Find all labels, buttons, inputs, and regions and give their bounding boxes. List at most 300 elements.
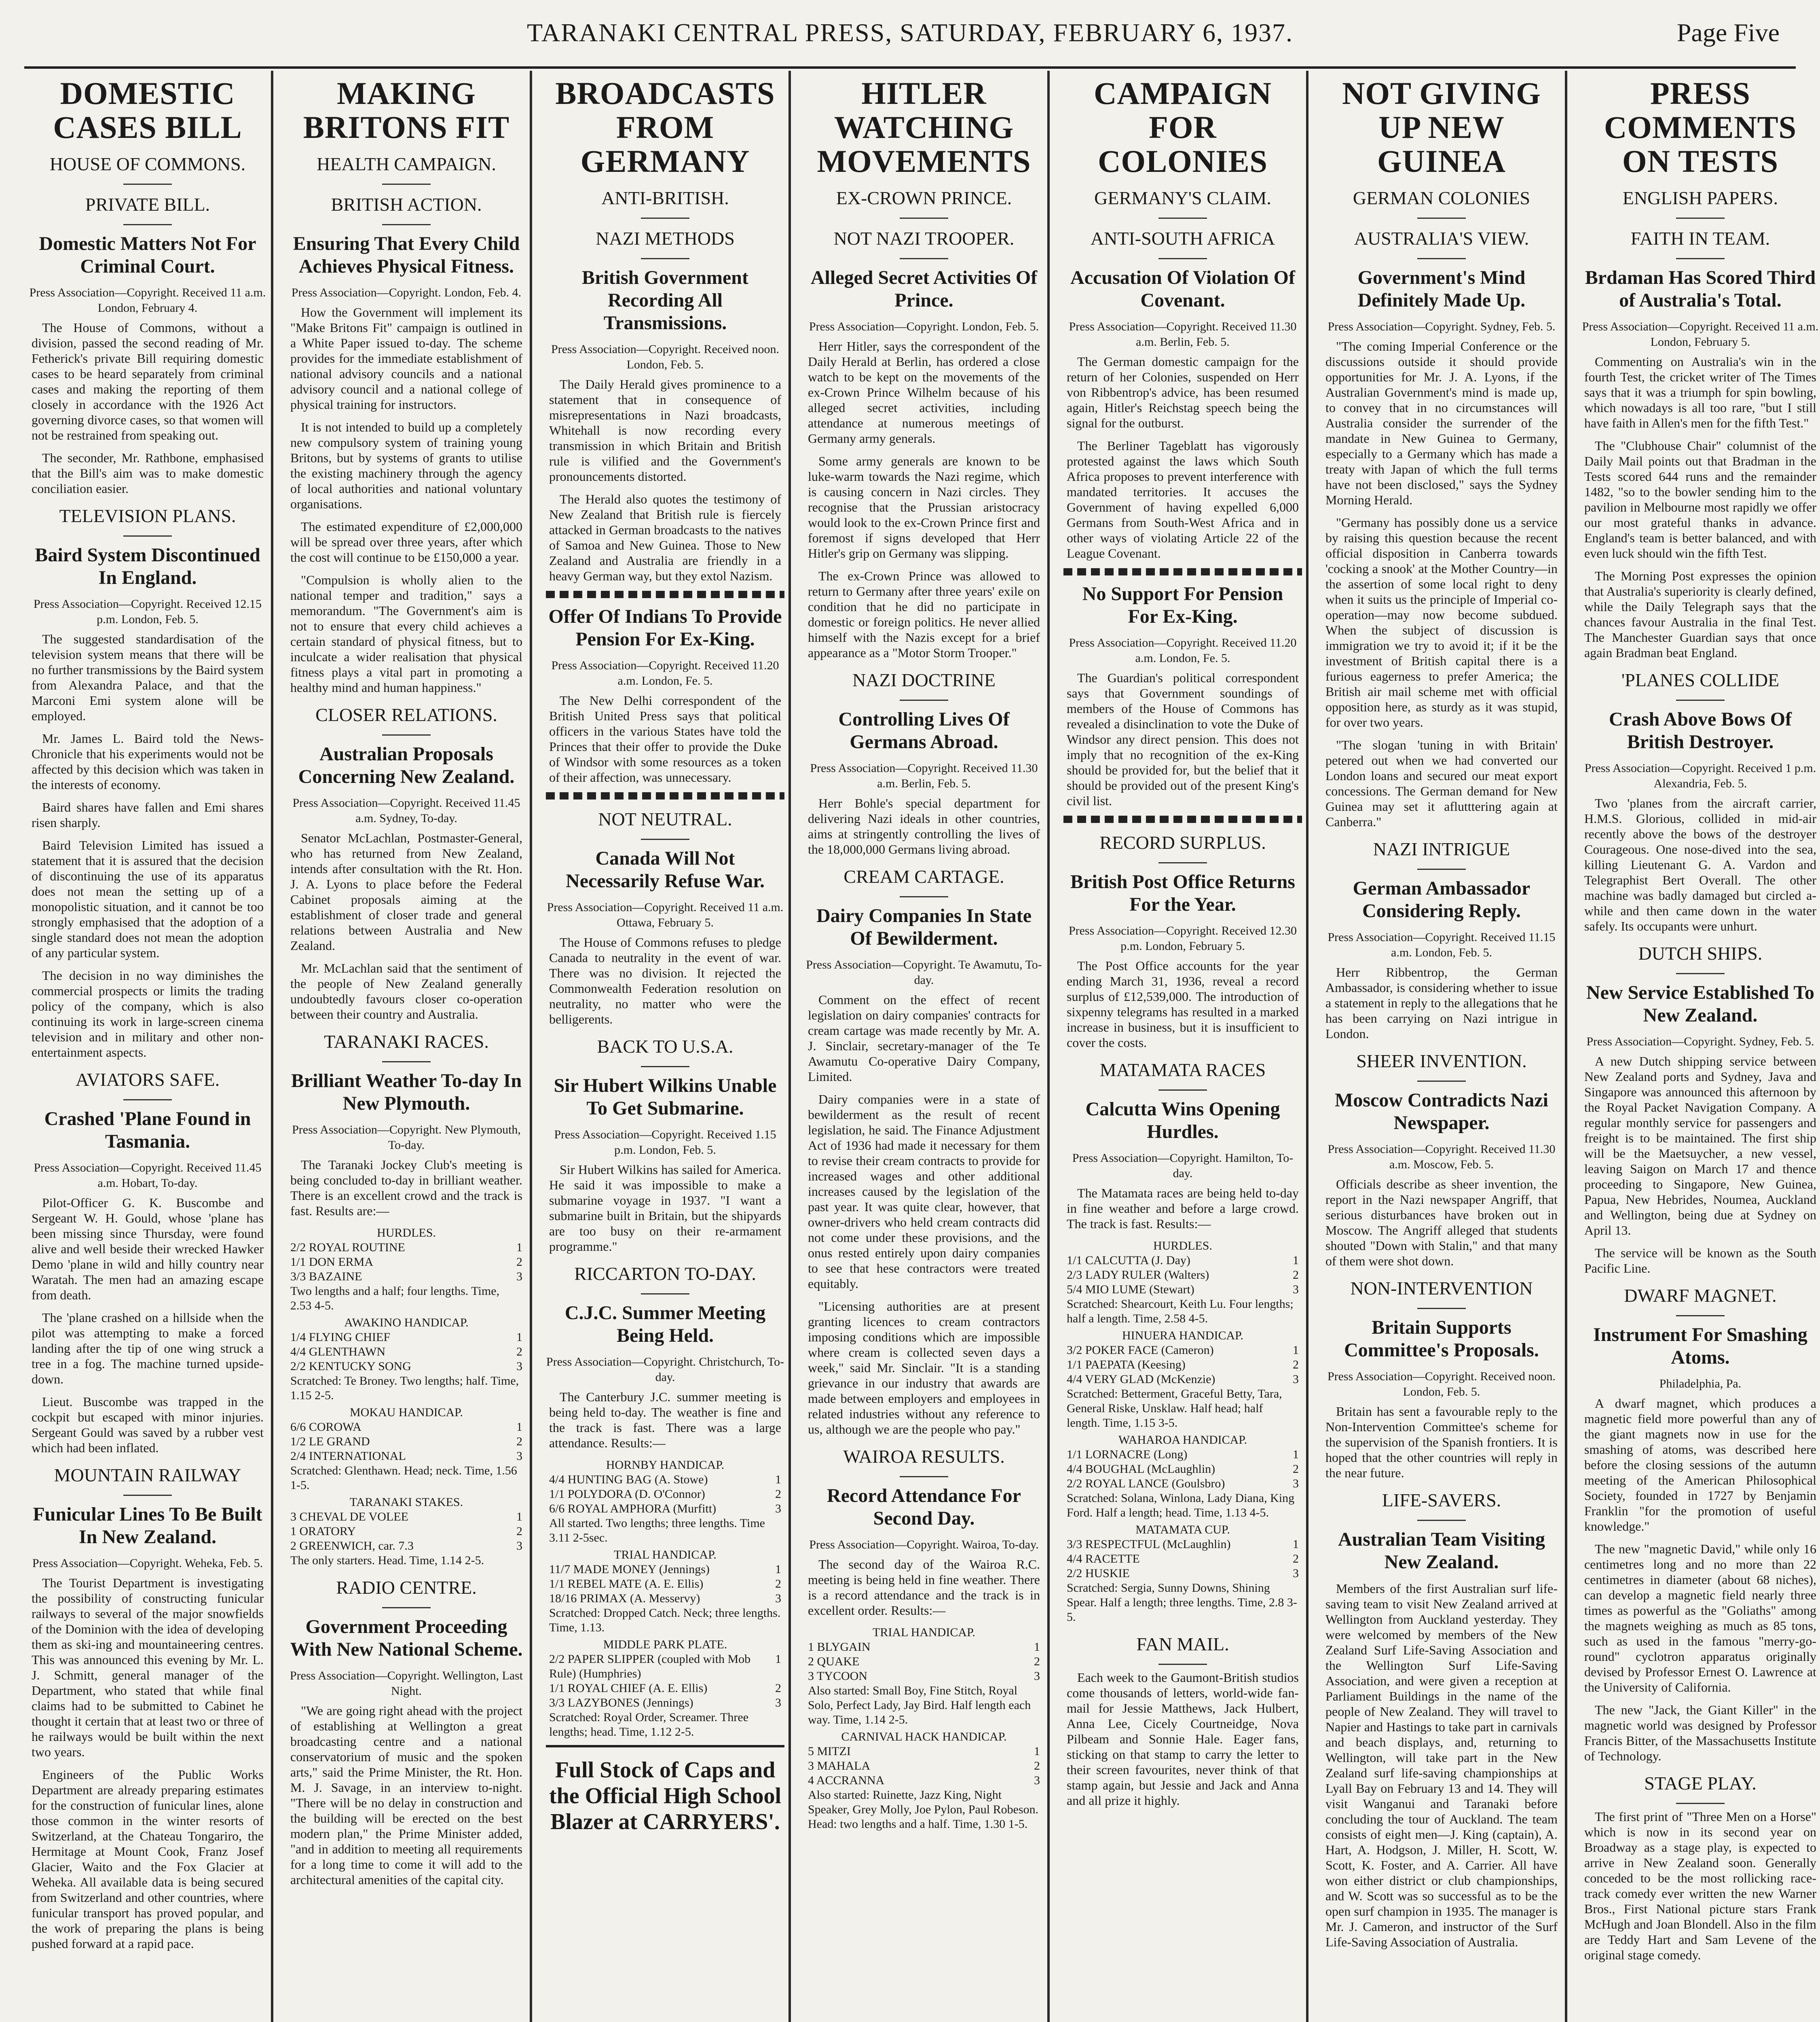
race-note: Scratched: Te Broney. Two lengths; half. Time, 1.15 2-5. (290, 1374, 519, 1402)
horse-name: 3/3 RESPECTFUL (McLaughlin) (1067, 1538, 1231, 1551)
short-rule (900, 1476, 948, 1477)
column-rule (1306, 71, 1308, 2022)
race-result (549, 1548, 781, 1635)
horse-name: 1/1 ROYAL CHIEF (A. E. Ellis) (549, 1681, 708, 1695)
article-paragraph: Two 'planes from the aircraft carrier, H.M.S. Glorious, collided in mid-air recently above the bows of the destroyer Courageous. One nose-dived into the sea, killing Lieutenant G. A. Vardon and Telegraphist Bert Overall. The other machine was badly damaged but circled a-while and then came down in the water safely. Its occupants were unhurt. (1584, 796, 1816, 933)
article-paragraph: Herr Hitler, says the correspondent of the Daily Herald at Berlin, has ordered a close watch to be kept on the movements of the ex-Crown Prince Wilhelm because of his alleged secret activities, including attendance at numerous meetings of Germany army generals. (808, 339, 1040, 446)
article-paragraph: The first print of "Three Men on a Horse" which is now in its second year on Broadway as a stage play, is expected to arrive in New Zealand soon. Generally conceded to be the most rollicking race-track comedy ever written the new Warner Bros., First National picture stars Frank McHugh and Joan Blondell. Also in the film are Teddy Hart and Sam Levene of the original stage comedy. (1584, 1809, 1816, 1962)
section-heading: HEALTH CAMPAIGN. (317, 154, 496, 174)
race-note: Two lengths and a half; four lengths. Time, 2.53 4-5. (290, 1284, 500, 1312)
article-paragraph: A dwarf magnet, which produces a magnetic field more powerful than any of the giant magnets now in use for the smashing of atoms, was described here before the closing sessions of the autumn meeting of the American Philosophical Society, founded in 1727 by Benjamin Franklin "for the promotion of useful knowledge." (1584, 1396, 1816, 1533)
placing: 1 (1034, 1745, 1040, 1758)
horse-name: 5 MITZI (808, 1745, 851, 1758)
section-heading: DUTCH SHIPS. (1638, 943, 1763, 964)
horse-name: 2 GREENWICH, car. 7.3 (290, 1539, 414, 1552)
dateline: Press Association—Copyright. Received 11 a.m. Ottawa, February 5. (547, 901, 784, 929)
article-paragraph: The "Clubhouse Chair" columnist of the Daily Mail points out that Bradman in the Tests scored 644 runs and the remainder 1482, "so to the bowler sending him to the pavilion in Melbourne most rapidly we offer our most grateful thanks in advance. England's team is better balanced, and with even luck should win the fifth Test. (1584, 438, 1816, 560)
dashed-divider (546, 792, 784, 799)
placing: 1 (516, 1330, 522, 1344)
placing: 2 (516, 1435, 522, 1448)
dateline: Press Association—Copyright. Received 1 p.m. Alexandria, Feb. 5. (1584, 761, 1816, 790)
race-entry (290, 1330, 522, 1345)
article-paragraph: The German domestic campaign for the return of her Colonies, suspended on Herr von Ribbentrop's advice, has been resumed again, Hitler's Reichstag speech being the signal for the outburst. (1067, 354, 1299, 430)
horse-name: 2/2 PAPER SLIPPER (coupled with Mob Rule) (Humphries) (549, 1652, 751, 1680)
dateline: Press Association—Copyright. Received 11 a.m. London, February 5. (1582, 320, 1819, 349)
article-paragraph: Herr Bohle's special department for delivering Nazi ideals in other countries, aims at stringently controlling the lives of the 18,000,000 Germans living abroad. (808, 796, 1040, 857)
race-title: MATAMATA CUP. (1135, 1523, 1230, 1536)
article-paragraph: The Canterbury J.C. summer meeting is being held to-day. The weather is fine and the track is fast. There was a large attendance. Results:— (549, 1390, 781, 1450)
race-title: HINUERA HANDICAP. (1122, 1329, 1243, 1342)
horse-name: 1 BLYGAIN (808, 1640, 871, 1654)
race-note: The only starters. Head. Time, 1.14 2-5. (290, 1554, 484, 1567)
article-subheading: Moscow Contradicts Nazi Newspaper. (1335, 1089, 1548, 1134)
section-heading: RADIO CENTRE. (336, 1577, 477, 1598)
article-paragraph: Mr. McLachlan said that the sentiment of the people of New Zealand generally undoubtedly favours closer co-operation between their country and Australia. (290, 961, 522, 1022)
race-title: HORNBY HANDICAP. (606, 1458, 725, 1472)
section-heading: TELEVISION PLANS. (59, 506, 236, 526)
article-subheading: Baird System Discontinued In England. (35, 544, 260, 588)
article-paragraph: Commenting on Australia's win in the fourth Test, the cricket writer of The Times says that it was a triumph for spin bowling, which nowadays is all too rare, "but I still have faith in Allen's men for the fifth Test." (1584, 354, 1816, 430)
race-result (808, 1625, 1040, 1727)
dateline: Press Association—Copyright. Received 11.30 a.m. Berlin, Feb. 5. (810, 761, 1038, 790)
dateline: Press Association—Copyright. Weheka, Feb. 5. (32, 1557, 263, 1570)
short-rule (900, 896, 948, 897)
section-heading: EX-CROWN PRINCE. (836, 188, 1012, 208)
placing: 3 (1034, 1774, 1040, 1787)
race-result (290, 1316, 522, 1403)
short-rule (1676, 700, 1725, 701)
column-headline: HITLER WATCHING MOVEMENTS (817, 76, 1031, 179)
column-rule (530, 71, 532, 2022)
placing: 3 (516, 1449, 522, 1463)
column-7 (1581, 71, 1820, 2022)
race-entry (549, 1591, 781, 1606)
placing: 1 (516, 1510, 522, 1523)
horse-name: 2/2 ROYAL LANCE (Goulsbro) (1067, 1477, 1225, 1490)
article-paragraph: Engineers of the Public Works Department are already preparing estimates for the construction of funicular lines, alone those common in the winter resorts of Switzerland, at the Chateau Tongariro, the Hermitage at Mount Cook, Franz Josef Glacier, Waito and the Fox Glacier at Weheka. All available data is being secured from Switzerland and other countries, where funicular transport has proved popular, and the work of preparing the plans is being pushed forward at a rapid pace. (32, 1767, 264, 1951)
dateline: Press Association—Copyright. Received 11.20 a.m. London, Fe. 5. (1069, 636, 1297, 665)
article-subheading: Alleged Secret Activities Of Prince. (810, 267, 1038, 311)
column-5 (1063, 71, 1302, 2022)
race-entry (549, 1577, 781, 1591)
race-entry (549, 1681, 781, 1696)
horse-name: 3 CHEVAL DE VOLEE (290, 1510, 408, 1523)
race-entry (290, 1359, 522, 1374)
race-entry (1067, 1268, 1299, 1282)
article-paragraph: Each week to the Gaumont-British studios come thousands of letters, world-wide fan-mail for Jessie Matthews, Jack Hulbert, Anna Lee, Cicely Courtneidge, Nova Pilbeam and Sonnie Hale. Eager fans, sticking on that stamp to carry the letter to their screen favourites, never think of that stamp again, but Jessie and Jack and Anna and all prize it highly. (1067, 1670, 1299, 1808)
race-note: Scratched: Sergia, Sunny Downs, Shining Spear. Half a length; three lengths. Time, 2.8 3-5. (1067, 1581, 1297, 1624)
section-heading: LIFE-SAVERS. (1382, 1490, 1501, 1510)
race-entry (549, 1487, 781, 1502)
race-entry (290, 1449, 522, 1464)
article-paragraph: Baird shares have fallen and Emi shares risen sharply. (32, 800, 264, 830)
horse-name: 11/7 MADE MONEY (Jennings) (549, 1563, 710, 1576)
section-heading: RICCARTON TO-DAY. (574, 1263, 756, 1284)
article-subheading: Brilliant Weather To-day In New Plymouth. (291, 1070, 522, 1114)
race-entry (549, 1562, 781, 1577)
article-paragraph: The House of Commons refuses to pledge Canada to neutrality in the event of war. There was no division. It rejected the Commonwealth Federation resolution on neutrality, no matter who were the belligerents. (549, 935, 781, 1026)
race-note: All started. Two lengths; three lengths. Time 3.11 2-5sec. (549, 1516, 765, 1544)
article-subheading: Australian Team Visiting New Zealand. (1338, 1529, 1545, 1573)
short-rule (1417, 218, 1466, 219)
article-paragraph: The suggested standardisation of the television system means that there will be no further transmissions by the Baird system from Alexandra Palace, and that the Marconi Emi system alone will be employed. (32, 632, 264, 723)
short-rule (1676, 1315, 1725, 1316)
article-paragraph: "The coming Imperial Conference or the discussions outside it should provide opportunities for Mr. J. A. Lyons, if the Australian Government's mind is made up, to convey that in no circumstances will Australia consider the surrender of the mandate in New Guinea to Germany, especially to a Germany which has made a treaty with Japan of which the full terms have not been disclosed," says the Sydney Morning Herald. (1325, 339, 1558, 507)
short-rule (1158, 1664, 1207, 1665)
section-heading: ANTI-BRITISH. (601, 188, 729, 208)
horse-name: 2/2 ROYAL ROUTINE (290, 1241, 405, 1254)
article-paragraph: The Herald also quotes the testimony of New Zealand that British rule is fiercely attacked in German broadcasts to the natives of Samoa and New Guinea. Those to New Zealand and Australia are friendly in a heavy German way, but they extol Nazism. (549, 492, 781, 583)
dateline: Press Association—Copyright. Received 12.30 p.m. London, February 5. (1068, 924, 1297, 953)
placing: 2 (516, 1525, 522, 1538)
masthead-title: TARANAKI CENTRAL PRESS, SATURDAY, FEBRUARY 6, 1937. (526, 18, 1294, 47)
placing: 3 (516, 1360, 522, 1373)
race-result (808, 1730, 1040, 1832)
article-paragraph: The Guardian's political correspondent says that Government soundings of members of the House of Commons has revealed a disinclination to vote the Duke of Windsor any direct pension. This does not imply that no recognition of the ex-King should be provided for, but the belief that it should be provided out of the present King's civil list. (1067, 670, 1299, 808)
article-paragraph: Baird Television Limited has issued a statement that it is assured that the decision of discontinuing the use of its apparatus does not mean the setting up of a monopolistic situation, and it cannot be too strongly emphasised that the adoption of a single standard does not mean the adoption of any particular system. (32, 838, 264, 960)
section-heading: TARANAKI RACES. (324, 1031, 489, 1052)
article-subheading: Dairy Companies In State Of Bewilderment. (816, 905, 1032, 949)
race-note: Also started: Ruinette, Jazz King, Night Speaker, Grey Molly, Joe Pylon, Paul Robeson. Head: two lengths and a half. Time, 1.30 1-5. (808, 1788, 1039, 1831)
placing: 2 (775, 1577, 781, 1591)
placing: 3 (775, 1696, 781, 1709)
race-entry (290, 1420, 522, 1434)
column-rule (788, 71, 791, 2022)
article-paragraph: The seconder, Mr. Rathbone, emphasised that the Bill's aim was to make domestic conciliation easier. (32, 451, 264, 496)
section-heading: MOUNTAIN RAILWAY (54, 1465, 241, 1485)
section-heading: ANTI-SOUTH AFRICA (1090, 228, 1275, 249)
horse-name: 3 MAHALA (808, 1759, 871, 1772)
article-subheading: Funicular Lines To Be Built In New Zealand. (33, 1504, 262, 1548)
race-entry (808, 1773, 1040, 1788)
section-heading: SHEER INVENTION. (1356, 1051, 1527, 1071)
race-title: HURDLES. (377, 1226, 436, 1239)
race-entry (1067, 1372, 1299, 1387)
dateline: Press Association—Copyright. Received 11.45 a.m. Sydney, To-day. (292, 796, 520, 825)
horse-name: 3/3 BAZAINE (290, 1270, 362, 1283)
article-paragraph: Sir Hubert Wilkins has sailed for America. He said it was impossible to make a submarine voyage in 1937. "I want a submarine built in Britain, but the shipyards are too busy on their re-armament programme." (549, 1162, 781, 1254)
short-rule (900, 700, 948, 701)
section-heading: GERMANY'S CLAIM. (1094, 188, 1271, 208)
race-title: AWAKINO HANDICAP. (344, 1316, 469, 1329)
race-entry (549, 1696, 781, 1710)
article-paragraph: Members of the first Australian surf life-saving team to visit New Zealand arrived at Wellington from Auckland yesterday. They were welcomed by members of the New Zealand Surf Life-Saving Association and the Wellington Surf Life-Saving Association, and were given a reception at Parliament Buildings in the name of the people of New Zealand. They will travel to Napier and Hastings to take part in carnivals and beach displays, and, returning to Wellington, will take part in the New Zealand surf life-saving championships at Lyall Bay on February 13 and 14. They will visit Wanganui and Taranaki before concluding the tour of Auckland. The team consists of eight men—J. King (captain), A. Hart, A. Hodgson, J. Miller, H. Scott, W. Scott, K. Foster, and A. Carrier. All have won either district or club championships, and W. Scott was so successful as to be the open surf champion in 1935. The manager is Mr. J. Cameron, and instructor of the Surf Life-Saving Association of Australia. (1325, 1581, 1558, 1949)
horse-name: 2/3 LADY RULER (Walters) (1067, 1268, 1209, 1282)
short-rule (641, 258, 689, 259)
article-subheading: Calcutta Wins Opening Hurdles. (1085, 1098, 1280, 1142)
race-entry (290, 1240, 522, 1255)
short-rule (1676, 1803, 1725, 1804)
placing: 3 (1293, 1477, 1299, 1490)
column-1 (28, 71, 267, 2022)
article-paragraph: The New Delhi correspondent of the British United Press says that political officers in the various States have told the Princes that their offer to provide the Duke of Windsor with some resources as a token of their affection, was unnecessary. (549, 693, 781, 785)
column-headline: BROADCASTS FROM GERMANY (555, 76, 775, 179)
column-2 (287, 71, 526, 2022)
placing: 2 (516, 1255, 522, 1269)
dateline: Press Association—Copyright. London, Feb. 5. (809, 320, 1039, 333)
placing: 2 (1293, 1552, 1299, 1565)
race-entry (290, 1510, 522, 1524)
article-paragraph: Senator McLachlan, Postmaster-General, who has returned from New Zealand, intends after consultation with the Rt. Hon. J. A. Lyons to place before the Federal Cabinet proposals aiming at the establishment of closer trade and general relations between Australia and New Zealand. (290, 831, 522, 953)
race-result (290, 1495, 522, 1568)
section-heading: CREAM CARTAGE. (843, 866, 1004, 887)
section-heading: MATAMATA RACES (1099, 1060, 1266, 1080)
race-entry (1067, 1447, 1299, 1462)
race-entry (1067, 1358, 1299, 1372)
article-subheading: British Government Recording All Transmissions. (582, 267, 748, 334)
short-rule (382, 1607, 431, 1608)
section-heading: PRIVATE BILL. (85, 194, 210, 215)
race-entry (290, 1539, 522, 1553)
horse-name: 4/4 HUNTING BAG (A. Stowe) (549, 1473, 708, 1486)
race-note: Scratched: Solana, Winlona, Lady Diana, King Ford. Half a length; head. Time, 1.13 4-5. (1067, 1491, 1295, 1519)
horse-name: 1/1 POLYDORA (D. O'Connor) (549, 1487, 705, 1501)
short-rule (641, 1066, 689, 1067)
race-title: MIDDLE PARK PLATE. (603, 1638, 727, 1651)
short-rule (1417, 1520, 1466, 1521)
short-rule (123, 535, 172, 537)
article-subheading: Australian Proposals Concerning New Zealand. (298, 743, 515, 787)
dateline: Press Association—Copyright. London, Feb. 4. (291, 286, 522, 299)
short-rule (641, 1293, 689, 1294)
dateline: Press Association—Copyright. Received 12.15 p.m. London, Feb. 5. (33, 597, 262, 626)
article-subheading: Offer Of Indians To Provide Pension For Ex-King. (548, 606, 782, 650)
race-entry (290, 1269, 522, 1284)
article-paragraph: The Daily Herald gives prominence to a statement that in consequence of misrepresentations in Nazi broadcasts, Whitehall is now recording every transmission in which Britain and British rule is vilified and the Government's pronouncements distorted. (549, 377, 781, 484)
short-rule (1158, 1089, 1207, 1091)
placing: 2 (775, 1487, 781, 1501)
article-paragraph: Some army generals are known to be luke-warm towards the Nazi regime, which is causing concern in Nazi circles. They recognise that the Prussian aristocracy would look to the ex-Crown Prince first and foremost if signs developed that Herr Hitler's grip on Germany was slipping. (808, 454, 1040, 560)
race-note: Scratched: Dropped Catch. Neck; three lengths. Time, 1.13. (549, 1606, 781, 1634)
article-subheading: Controlling Lives Of Germans Abroad. (838, 709, 1010, 753)
article-paragraph: Mr. James L. Baird told the News-Chronicle that his experiments would not be affected by this decision which was taken in the interests of economy. (32, 731, 264, 792)
race-result (1067, 1433, 1299, 1520)
section-heading: RECORD SURPLUS. (1099, 832, 1266, 853)
short-rule (1417, 869, 1466, 870)
article-paragraph: The Berliner Tageblatt has vigorously protested against the laws which South Africa proposes to prevent interference with mandated territories. It accuses the Government of having expelled 6,000 Germans from South-West Africa and in other ways of violating Article 22 of the League Covenant. (1067, 438, 1299, 560)
article-subheading: New Service Established To New Zealand. (1586, 982, 1815, 1026)
article-subheading: Record Attendance For Second Day. (827, 1485, 1021, 1529)
short-rule (1417, 1081, 1466, 1082)
article-subheading: Ensuring That Every Child Achieves Physical Fitness. (293, 233, 520, 277)
race-entry (808, 1669, 1040, 1684)
advertisement: Full Stock of Caps and the Official High School Blazer at CARRYERS'. (549, 1758, 781, 1834)
race-entry (1067, 1476, 1299, 1491)
article-subheading: Domestic Matters Not For Criminal Court. (39, 233, 256, 277)
horse-name: 1/2 LE GRAND (290, 1435, 370, 1448)
article-paragraph: The estimated expenditure of £2,000,000 will be spread over three years, after which the cost will continue to be £150,000 a year. (290, 519, 522, 565)
placing: 1 (1293, 1538, 1299, 1551)
placing: 3 (516, 1539, 522, 1552)
column-rule (1047, 71, 1050, 2022)
horse-name: 2/2 KENTUCKY SONG (290, 1360, 411, 1373)
horse-name: 1/4 FLYING CHIEF (290, 1330, 391, 1344)
dateline: Press Association—Copyright. Received 11.15 a.m. London, Feb. 5. (1327, 931, 1556, 959)
dateline: Press Association—Copyright. Received 11.45 a.m. Hobart, To-day. (34, 1161, 262, 1190)
race-result (549, 1458, 781, 1545)
horse-name: 2 QUAKE (808, 1655, 860, 1668)
section-heading: NAZI INTRIGUE (1373, 839, 1510, 859)
article-paragraph: The Post Office accounts for the year ending March 31, 1936, reveal a record surplus of £12,539,000. The introduction of sixpenny telegrams has resulted in a marked increase in business, but it is insufficient to cover the costs. (1067, 958, 1299, 1050)
short-rule (123, 1099, 172, 1100)
race-entry (808, 1654, 1040, 1669)
dateline: Press Association—Copyright. Received 1.15 p.m. London, Feb. 5. (554, 1128, 776, 1157)
section-heading: GERMAN COLONIES (1353, 188, 1530, 208)
column-headline: MAKING BRITONS FIT (303, 76, 510, 145)
dateline: Press Association—Copyright. Received 11.30 a.m. Berlin, Feb. 5. (1069, 320, 1297, 349)
article-paragraph: Herr Ribbentrop, the German Ambassador, is considering whether to issue a statement in reply to the allegations that he has been carrying on Nazi intrigue in London. (1325, 965, 1558, 1041)
race-entry (808, 1640, 1040, 1654)
dateline: Press Association—Copyright. Received noon. London, Feb. 5. (551, 343, 780, 371)
short-rule (123, 184, 172, 185)
placing: 1 (1034, 1640, 1040, 1654)
article-paragraph: "Germany has possibly done us a service by raising this question because the recent official disposition in Canberra towards 'cocking a snook' at the Mother Country—in the assertion of some local right to deny when it suits us the principle of Imperial co-operation—may now become subdued. When the subject of discussion is immigration we try to avoid it; if it be the investment of British capital there is a furious eagerness to prefer America; the British air mail scheme met with official opposition here, as sturdy as it was stupid, for over two years. (1325, 515, 1558, 730)
article-subheading: Government Proceeding With New National Scheme. (290, 1616, 523, 1660)
article-subheading: British Post Office Returns For the Year. (1070, 871, 1295, 915)
placing: 3 (775, 1502, 781, 1515)
short-rule (382, 184, 431, 185)
article-paragraph: The decision in no way diminishes the commercial prospects or limits the trading policy of the company, which is also continuing its work in large-screen cinema television and in military and other non-entertainment aspects. (32, 968, 264, 1060)
horse-name: 1/1 CALCUTTA (J. Day) (1067, 1254, 1190, 1267)
article-paragraph: Lieut. Buscombe was trapped in the cockpit but escaped with minor injuries. Sergeant Gould was saved by a rubber vest which had been inflated. (32, 1394, 264, 1455)
article-paragraph: It is not intended to build up a completely new compulsory system of training young Britons, but by systems of grants to utilise the existing machinery through the agency of local authorities and national voluntary organisations. (290, 420, 522, 511)
horse-name: 2/2 HUSKIE (1067, 1567, 1130, 1580)
dateline: Press Association—Copyright. Sydney, Feb. 5. (1327, 320, 1556, 333)
race-entry (1067, 1462, 1299, 1476)
short-rule (1417, 258, 1466, 259)
short-rule (123, 1495, 172, 1496)
section-heading: BACK TO U.S.A. (597, 1036, 733, 1057)
section-heading: HOUSE OF COMMONS. (49, 154, 246, 174)
article-subheading: C.J.C. Summer Meeting Being Held. (564, 1302, 766, 1346)
placing: 2 (1293, 1462, 1299, 1476)
race-note: Scratched: Shearcourt, Keith Lu. Four lengths; half a length. Time, 2.58 4-5. (1067, 1297, 1294, 1325)
article-subheading: No Support For Pension For Ex-King. (1082, 583, 1283, 627)
race-entry (290, 1255, 522, 1269)
placing: 2 (1034, 1759, 1040, 1772)
article-paragraph: Comment on the effect of recent legislation on dairy companies' contracts for cream cartage was made recently by Mr. A. J. Sinclair, secretary-manager of the Te Awamutu Co-operative Dairy Company, Limited. (808, 992, 1040, 1084)
race-result (1067, 1523, 1299, 1624)
short-rule (123, 224, 172, 225)
section-heading: NAZI DOCTRINE (852, 670, 996, 690)
race-title: WAHAROA HANDICAP. (1118, 1433, 1247, 1447)
dashed-divider (1063, 816, 1302, 823)
column-headline: DOMESTIC CASES BILL (53, 76, 242, 145)
horse-name: 3/2 POKER FACE (Cameron) (1067, 1343, 1214, 1357)
short-rule (1676, 973, 1725, 974)
section-heading: CLOSER RELATIONS. (315, 704, 497, 725)
section-heading: AUSTRALIA'S VIEW. (1354, 228, 1529, 249)
horse-name: 4/4 GLENTHAWN (290, 1345, 386, 1358)
placing: 1 (1293, 1448, 1299, 1461)
section-heading: WAIROA RESULTS. (843, 1446, 1005, 1467)
race-note: Also started: Small Boy, Fine Stitch, Royal Solo, Perfect Lady, Jay Bird. Half length each way. Time, 1.14 2-5. (808, 1684, 1031, 1726)
dateline: Press Association—Copyright. Sydney, Feb. 5. (1586, 1035, 1814, 1048)
dateline: Press Association—Copyright. Received noon. London, Feb. 5. (1327, 1370, 1556, 1398)
section-heading: NAZI METHODS (596, 228, 735, 249)
race-entry (290, 1524, 522, 1539)
placing: 3 (1034, 1669, 1040, 1683)
horse-name: 3/3 LAZYBONES (Jennings) (549, 1696, 693, 1709)
section-heading: NOT NEUTRAL. (598, 809, 732, 829)
article-subheading: Crashed 'Plane Found in Tasmania. (44, 1108, 251, 1152)
article-paragraph: A new Dutch shipping service between New Zealand ports and Sydney, Java and Singapore was announced this afternoon by the Royal Packet Navigation Company. A regular monthly service for passengers and freight is to be maintained. The first ship will be the Maetsuycher, a new vessel, leaving Saigon on March 17 and thence proceeding to Singapore, New Guinea, Papua, New Hebrides, Noumea, Auckland and Wellington, being due at Sydney on April 13. (1584, 1054, 1816, 1237)
section-heading: NON-INTERVENTION (1350, 1278, 1533, 1299)
article-paragraph: The new "magnetic David," while only 16 centimetres long and no more than 22 centimetres in diameter (about 68 niches), can develop a magnetic field nearly three times as powerful as the "Goliaths" among the magnets weighing as much as 85 tons, such as used in the famous "merry-go-round" cyclotron apparatus originally devised by Professor Ernest O. Lawrence at the University of California. (1584, 1542, 1816, 1694)
short-rule (900, 258, 948, 259)
dateline: Press Association—Copyright. New Plymouth, To-day. (292, 1123, 521, 1152)
article-paragraph: The new "Jack, the Giant Killer" in the magnetic world was designed by Professor Francis Bitter, of the Massachusetts Institute of Technology. (1584, 1703, 1816, 1763)
dateline: Press Association—Copyright. Received 11.20 a.m. London, Fe. 5. (551, 659, 779, 687)
race-title: TRIAL HANDICAP. (873, 1626, 975, 1639)
dateline: Press Association—Copyright. Hamilton, To-day. (1072, 1151, 1294, 1180)
placing: 1 (775, 1652, 781, 1666)
dateline: Press Association—Copyright. Wairoa, To-day. (809, 1538, 1039, 1551)
article-paragraph: Britain has sent a favourable reply to the Non-Intervention Committee's scheme for the supervision of the Spanish frontiers. It is hoped that the other countries will reply in the near future. (1325, 1404, 1558, 1480)
race-entry (1067, 1253, 1299, 1268)
section-heading: STAGE PLAY. (1644, 1773, 1757, 1794)
article-paragraph: The Matamata races are being held to-day in fine weather and before a large crowd. The track is fast. Results:— (1067, 1186, 1299, 1231)
placing: 1 (1293, 1254, 1299, 1267)
race-title: TRIAL HANDICAP. (614, 1548, 717, 1561)
race-entry (1067, 1343, 1299, 1358)
article-paragraph: The Tourist Department is investigating the possibility of constructing funicular railways to several of the major snowfields of the Dominion with the idea of developing them as ski-ing and mountaineering centres. This was announced this evening by Mr. L. J. Schmitt, general manager of the Department, who stated that while final claims had to be submitted to Cabinet he thought it certain that at least two or three of he railways would be built within the next two years. (32, 1576, 264, 1759)
horse-name: 6/6 COROWA (290, 1420, 361, 1434)
article-paragraph: The service will be known as the South Pacific Line. (1584, 1246, 1816, 1275)
race-entry (549, 1472, 781, 1487)
horse-name: 1/1 DON ERMA (290, 1255, 374, 1269)
article-subheading: Canada Will Not Necessarily Refuse War. (566, 848, 765, 892)
placing: 2 (1293, 1268, 1299, 1282)
horse-name: 4/4 VERY GLAD (McKenzie) (1067, 1373, 1215, 1386)
race-entry (808, 1744, 1040, 1759)
article-subheading: Sir Hubert Wilkins Unable To Get Submarine. (554, 1075, 777, 1119)
column-6 (1322, 71, 1561, 2022)
horse-name: 18/16 PRIMAX (A. Messervy) (549, 1592, 700, 1605)
section-heading: AVIATORS SAFE. (75, 1069, 220, 1090)
article-paragraph: The ex-Crown Prince was allowed to return to Germany after three years' exile on condition that he did no participate in domestic or foreign politics. He never allied himself with the Nazis except for a brief appearance as a "Motor Storm Trooper." (808, 569, 1040, 660)
race-result (1067, 1328, 1299, 1430)
article-paragraph: The House of Commons, without a division, passed the second reading of Mr. Fetherick's private Bill requiring domestic cases to be heard separately from criminal cases and making the reporting of them closely in accordance with the 1926 Act governing divorce cases, so that women will not be restrained from speaking out. (32, 320, 264, 442)
horse-name: 3 TYCOON (808, 1669, 867, 1683)
column-rule (271, 71, 273, 2022)
article-paragraph: "The slogan 'tuning in with Britain' petered out when we had converted our London loans and secured our meat export concessions. The German demand for New Guinea may set it aflutttering again at Canberra." (1325, 738, 1558, 829)
dateline: Press Association—Copyright. Received 11.30 a.m. Moscow, Feb. 5. (1327, 1142, 1556, 1171)
section-heading: DWARF MAGNET. (1624, 1285, 1777, 1306)
section-heading: 'PLANES COLLIDE (1621, 670, 1780, 690)
short-rule (1676, 218, 1725, 219)
dateline: Press Association—Copyright. Christchurch, To-day. (546, 1355, 784, 1384)
horse-name: 4/4 RACETTE (1067, 1552, 1140, 1565)
race-entry (549, 1502, 781, 1516)
placing: 2 (1293, 1358, 1299, 1371)
race-title: MOKAU HANDICAP. (349, 1406, 463, 1419)
article-paragraph: "Compulsion is wholly alien to the national temper and tradition," says a memorandum. "The Government's aim is not to ensure that every child achieves a certain standard of physical fitness, but to inculcate a wider realisation that physical fitness plays a vital part in promoting a healthy mind and human happiness." (290, 573, 522, 695)
placing: 3 (1293, 1373, 1299, 1386)
article-paragraph: Officials describe as sheer invention, the report in the Nazi newspaper Angriff, that serious disturbances have broken out in Moscow. The Angriff alleged that students shouted "Down with Stalin," and that many of them were shot down. (1325, 1177, 1558, 1268)
race-result (290, 1405, 522, 1493)
horse-name: 1/1 REBEL MATE (A. E. Ellis) (549, 1577, 704, 1591)
race-result (1067, 1239, 1299, 1326)
article-subheading: Government's Mind Definitely Made Up. (1357, 267, 1526, 311)
placing: 1 (516, 1420, 522, 1434)
article-paragraph: Pilot-Officer G. K. Buscombe and Sergeant W. H. Gould, whose 'plane has been missing since Thursday, were found alive and well beside their wrecked Hawker Demo 'plane in wild and hilly country near Waratah. The men had an amazing escape from death. (32, 1195, 264, 1302)
column-headline: PRESS COMMENTS ON TESTS (1604, 76, 1797, 179)
short-rule (382, 224, 431, 225)
column-headline: CAMPAIGN FOR COLONIES (1094, 76, 1272, 179)
horse-name: 4 ACCRANNA (808, 1774, 885, 1787)
placing: 3 (775, 1592, 781, 1605)
